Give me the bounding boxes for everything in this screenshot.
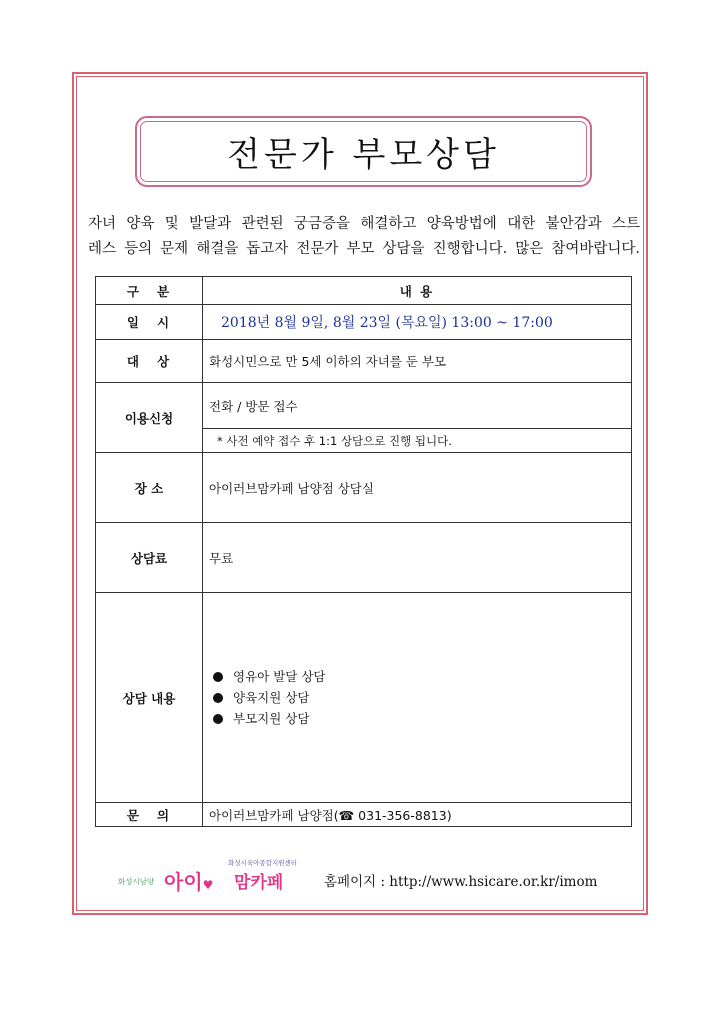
list-item-label: 양육지원 상담 <box>233 690 310 705</box>
place-value: 아이러브맘카페 남양점 상담실 <box>203 453 632 523</box>
intro-line-1: 자녀 양육 및 발달과 관련된 궁금증을 해결하고 양육방법에 대한 불안감과 스트 <box>88 216 640 232</box>
contact-value <box>203 803 632 827</box>
target-value: 화성시민으로 만 5세 이하의 자녀를 둔 부모 <box>203 340 632 383</box>
phone-icon: ☎ <box>338 807 355 823</box>
list-item-label: 부모지원 상담 <box>233 711 310 726</box>
apply-value: 전화 / 방문 접수 <box>203 383 632 429</box>
content-value <box>203 593 632 803</box>
bullet-icon <box>213 693 223 703</box>
table-row-fee <box>96 523 632 593</box>
table-row-content <box>96 593 632 803</box>
table-row-date <box>96 305 632 340</box>
contact-label: 문의 <box>96 803 203 827</box>
cafe-logo <box>118 859 298 894</box>
logo-small-text: 화성시남양 <box>118 877 155 886</box>
date-value: 2018년 8월 9일, 8월 23일 (목요일) 13:00 ~ 17:00 <box>203 305 632 340</box>
heart-icon: ♥ <box>202 878 214 892</box>
table-header-row <box>96 277 632 305</box>
table-row-target <box>96 340 632 383</box>
homepage-text: 홈페이지 : http://www.hsicare.or.kr/imom <box>324 874 598 890</box>
logo-org-text: 화성시육아종합지원센터 <box>228 859 298 867</box>
list-item-label: 영유아 발달 상담 <box>233 669 326 684</box>
contact-name: 아이러브맘카페 남양점( <box>209 807 339 823</box>
content-label: 상담 내용 <box>96 593 203 803</box>
header-content: 내 용 <box>203 277 632 305</box>
footer <box>118 859 618 894</box>
table-row-apply <box>96 383 632 429</box>
list-item <box>213 708 625 729</box>
logo-main-word: 아이 <box>164 870 203 894</box>
bullet-icon <box>213 672 223 682</box>
apply-note: * 사전 예약 접수 후 1:1 상담으로 진행 됩니다. <box>203 429 632 453</box>
intro-line-2: 레스 등의 문제 해결을 돕고자 전문가 부모 상담을 진행합니다. 많은 참여바랍니다. <box>88 241 640 257</box>
fee-label: 상담료 <box>96 523 203 593</box>
list-item <box>213 666 625 687</box>
table-row-place <box>96 453 632 523</box>
bullet-icon <box>213 714 223 724</box>
intro-paragraph <box>88 212 640 262</box>
table-row-contact <box>96 803 632 827</box>
page-title: 전문가 부모상담 <box>227 135 500 175</box>
contact-phone: 031-356-8813) <box>354 807 452 823</box>
apply-label: 이용신청 <box>96 383 203 453</box>
header-label: 구분 <box>96 277 203 305</box>
logo-cafe-text: 맘카페 <box>234 873 284 893</box>
list-item <box>213 687 625 708</box>
info-table <box>95 276 632 827</box>
date-label: 일시 <box>96 305 203 340</box>
logo-main-text <box>164 866 213 895</box>
fee-value: 무료 <box>203 523 632 593</box>
content-list <box>209 666 625 729</box>
place-label: 장 소 <box>96 453 203 523</box>
target-label: 대상 <box>96 340 203 383</box>
